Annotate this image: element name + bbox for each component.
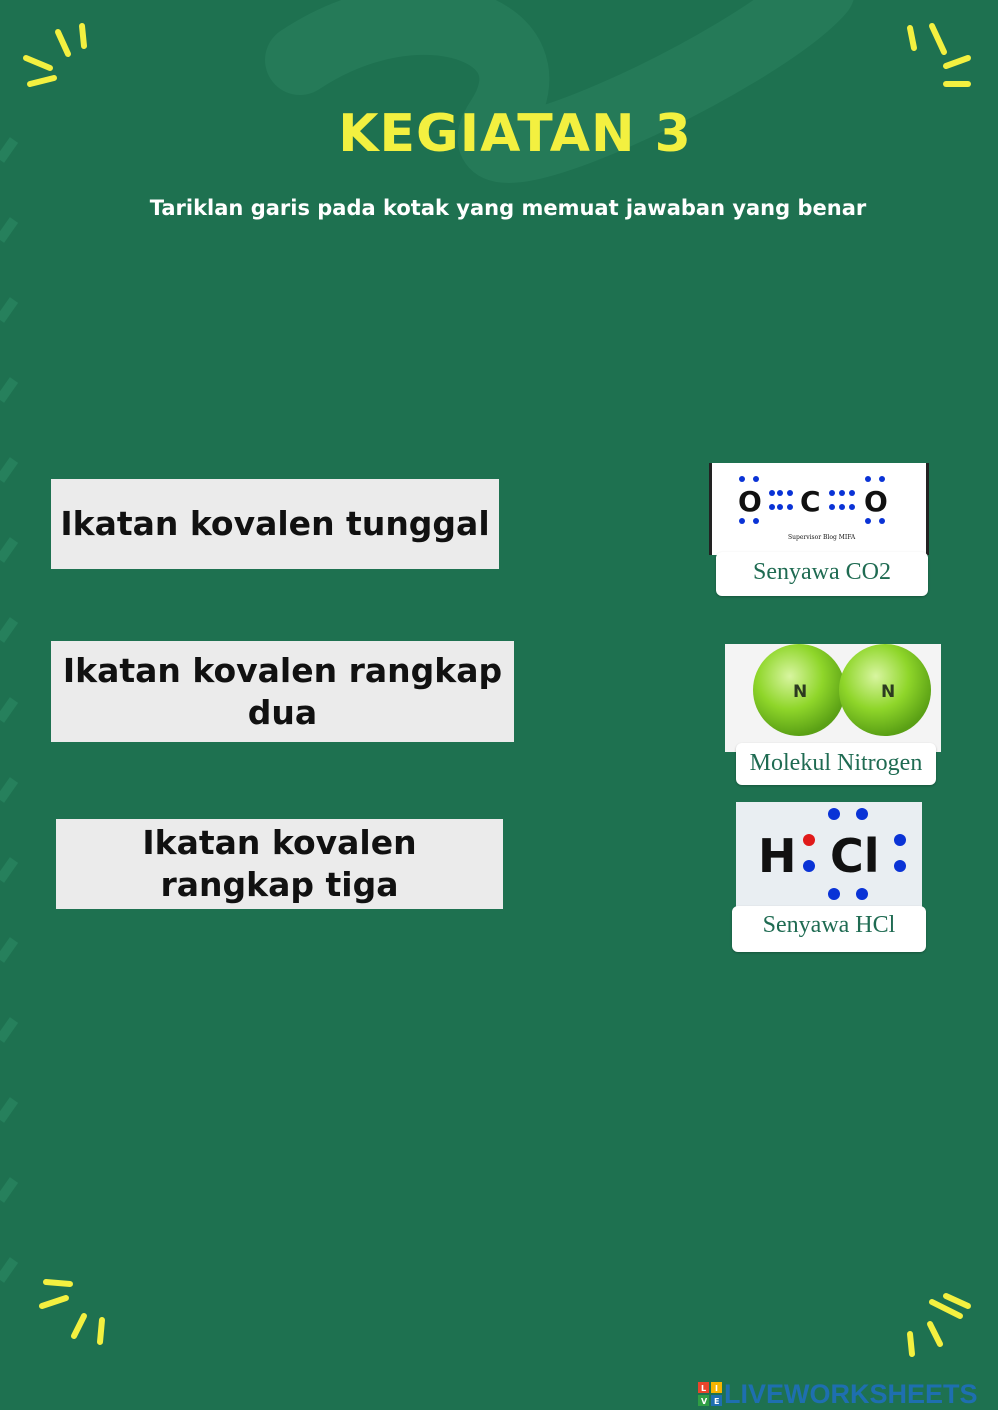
bond-triple-label: Ikatan kovalen rangkap tiga [142, 823, 417, 904]
co2-symbol-c: C [800, 485, 821, 518]
hcl-symbol-h: H [758, 829, 797, 883]
nitrogen-molecule-image[interactable] [725, 644, 941, 752]
bond-single-box[interactable] [51, 479, 499, 569]
instruction-text: Tariklan garis pada kotak yang memuat jawaban yang benar [149, 196, 867, 220]
nitrogen-caption: Molekul Nitrogen [736, 743, 936, 785]
burst-bottom-left [42, 1282, 102, 1342]
co2-lewis-structure [712, 463, 926, 555]
burst-bottom-right [910, 1296, 968, 1354]
hcl-lewis-structure [736, 802, 922, 908]
co2-symbol-o2: O [864, 485, 888, 518]
svg-text:I: I [715, 1384, 718, 1393]
liveworksheets-icon [698, 1382, 722, 1406]
page-title: KEGIATAN 3 [338, 104, 692, 164]
nitrogen-molecule-model [725, 644, 941, 752]
burst-top-right [910, 26, 968, 84]
hcl-caption: Senyawa HCl [732, 906, 926, 952]
bond-double-box[interactable] [51, 641, 514, 742]
co2-symbol-o1: O [738, 485, 762, 518]
bond-triple-box[interactable] [56, 819, 503, 909]
hcl-symbol-cl: Cl [830, 829, 880, 883]
bond-single-label: Ikatan kovalen tunggal [60, 504, 490, 543]
burst-top-left [26, 26, 84, 84]
liveworksheets-logo[interactable] [698, 1378, 978, 1410]
co2-image-credit: Supervisor Blog MIFA [788, 534, 856, 541]
liveworksheets-brand-text: LIVEWORKSHEETS [724, 1378, 978, 1409]
co2-lewis-image[interactable] [709, 463, 929, 555]
hcl-lewis-image[interactable] [736, 802, 922, 908]
svg-text:V: V [701, 1397, 708, 1406]
bond-double-label: Ikatan kovalen rangkap dua [62, 650, 503, 732]
co2-caption: Senyawa CO2 [716, 552, 928, 596]
svg-text:L: L [701, 1384, 707, 1393]
n2-symbol-2: N [881, 682, 896, 702]
n2-symbol-1: N [793, 682, 808, 702]
svg-text:E: E [714, 1397, 720, 1406]
